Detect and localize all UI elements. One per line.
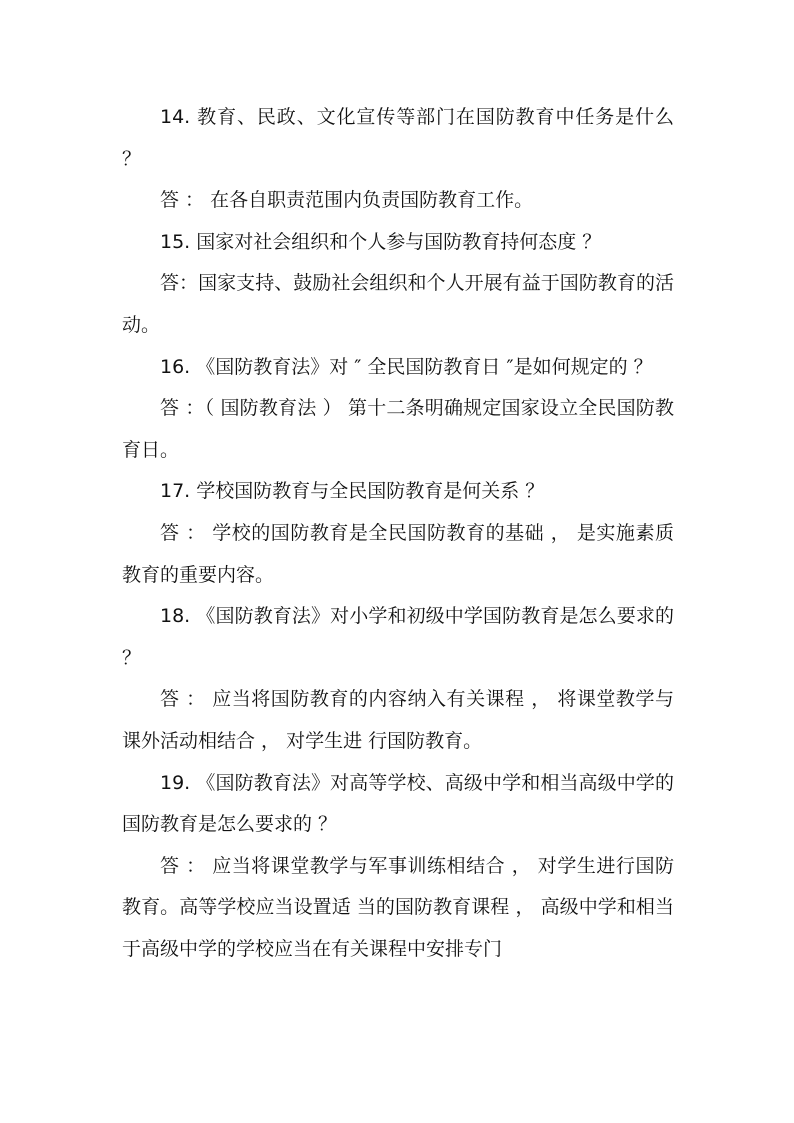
question-17: 17. 学校国防教育与全民国防教育是何关系 ？ <box>160 480 545 503</box>
question-14: 14. 教育、民政、文化宣传等部门在国防教育中任务是什么 ？ <box>122 106 674 170</box>
answer-18: 答 ： 应当将国防教育的内容纳入有关课程 ， 将课堂教学与课外活动相结合 ， 对学生进 行国防教育。 <box>122 688 674 752</box>
answer-17: 答 ： 学校的国防教育是全民国防教育的基础 ， 是实施素质教育的重要内容。 <box>122 521 674 586</box>
answer-15: 答：国家支持、鼓励社会组织和个人开展有益于国防教育的活动。 <box>122 272 674 336</box>
document-body <box>122 97 674 970</box>
answer-14: 答 ： 在各自职责范围内负责国防教育工作。 <box>160 189 534 212</box>
question-15: 15. 国家对社会组织和个人参与国防教育持何态度 ？ <box>160 230 602 253</box>
answer-19: 答 ： 应当将课堂教学与军事训练相结合 ， 对学生进行国防教育。高等学校应当设置适 当的国防教育课程 ， 高级中学和相当于高级中学的学校应当在有关课程中安排专门 <box>122 854 674 960</box>
question-16: 16. 《国防教育法》对 ″ 全民国防教育日 ″是如何规定的 ？ <box>160 355 653 378</box>
question-19: 19. 《国防教育法》对高等学校、高级中学和相当高级中学的国防教育是怎么要求的 ？ <box>122 771 674 836</box>
question-18: 18. 《国防教育法》对小学和初级中学国防教育是怎么要求的 ？ <box>122 605 674 669</box>
answer-16: 答 ：（ 国防教育法 ） 第十二条明确规定国家设立全民国防教育日。 <box>122 397 674 461</box>
